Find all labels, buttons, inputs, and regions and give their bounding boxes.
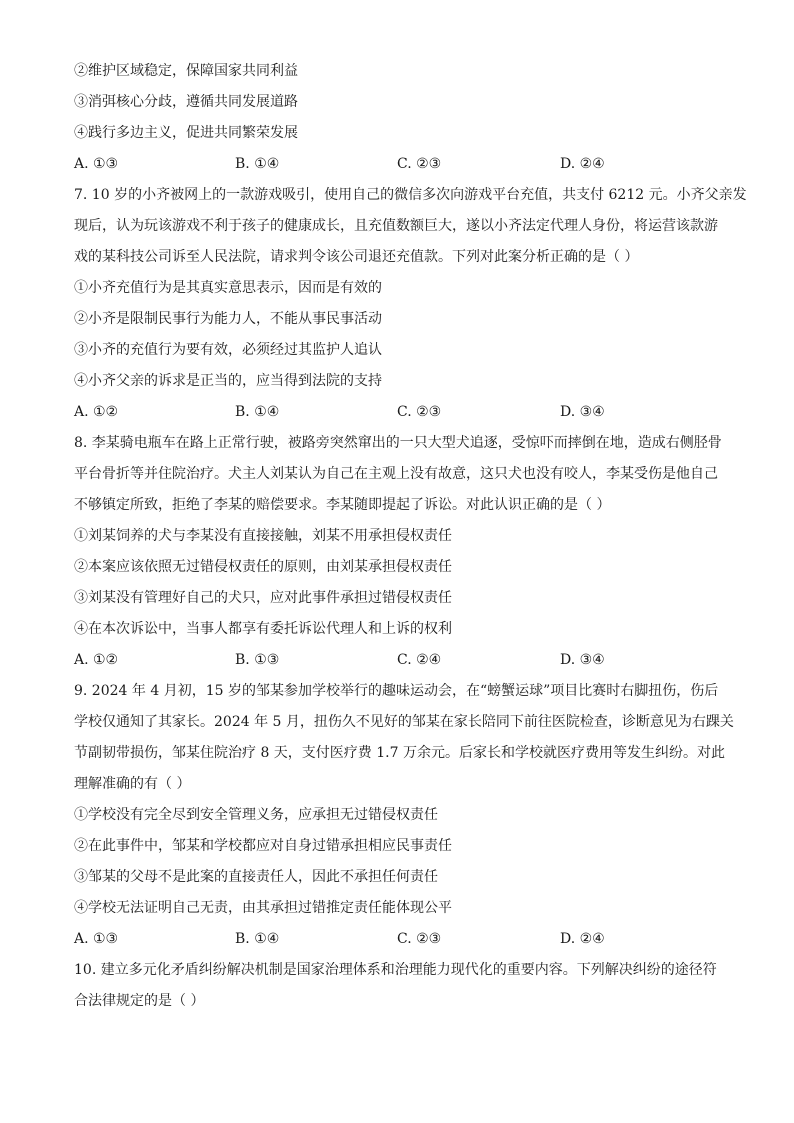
- choice-a: A. ①③: [74, 931, 119, 947]
- question-9: [74, 676, 734, 955]
- question-stem: 节副韧带损伤，邹某住院治疗 8 天，支付医疗费 1.7 万余元。后家长和学校就医疗费用等发生纠纷。对此: [74, 745, 725, 761]
- option-statement: ④践行多边主义，促进共同繁荣发展: [74, 125, 298, 141]
- choice-c: C. ②③: [397, 404, 442, 420]
- answer-choices: [74, 924, 724, 955]
- choice-c: C. ②③: [397, 156, 442, 172]
- choice-b: B. ①④: [235, 404, 280, 420]
- question-10: [74, 955, 724, 1017]
- option-statement: ①小齐充值行为是其真实意思表示，因而是有效的: [74, 280, 382, 296]
- option-statement: ④在本次诉讼中，当事人都享有委托诉讼代理人和上诉的权利: [74, 621, 452, 637]
- option-statement: ④小齐父亲的诉求是正当的，应当得到法院的支持: [74, 373, 382, 389]
- option-statement: ④学校无法证明自己无责，由其承担过错推定责任能体现公平: [74, 900, 452, 916]
- question-stem: 7. 10 岁的小齐被网上的一款游戏吸引，使用自己的微信多次向游戏平台充值，共支付 6212 元。小齐父亲发: [74, 187, 747, 203]
- question-stem: 8. 李某骑电瓶车在路上正常行驶，被路旁突然窜出的一只大型犬追逐，受惊吓而摔倒在地，造成右侧胫骨: [74, 435, 722, 451]
- question-stem: 学校仅通知了其家长。2024 年 5 月，扭伤久不见好的邹某在家长陪同下前往医院检查，诊断意见为右踝关: [74, 714, 734, 730]
- question-stem: 现后，认为玩该游戏不利于孩子的健康成长，且充值数额巨大，遂以小齐法定代理人身份，将运营该款游: [74, 218, 718, 234]
- question-stem: 不够镇定所致，拒绝了李某的赔偿要求。李某随即提起了诉讼。对此认识正确的是（ ）: [74, 497, 611, 513]
- question-stem: 理解准确的有（ ）: [74, 776, 191, 792]
- question-stem: 9. 2024 年 4 月初，15 岁的邹某参加学校举行的趣味运动会，在“螃蟹运球”项目比赛时右脚扭伤，伤后: [74, 683, 719, 699]
- choice-a: A. ①②: [74, 652, 119, 668]
- answer-choices: [74, 397, 724, 428]
- question-stem: 10. 建立多元化矛盾纠纷解决机制是国家治理体系和治理能力现代化的重要内容。下列解决纠纷的途径符: [74, 962, 717, 978]
- option-statement: ③小齐的充值行为要有效，必须经过其监护人追认: [74, 342, 382, 358]
- question-7: [74, 180, 747, 428]
- option-statement: ③刘某没有管理好自己的犬只，应对此事件承担过错侵权责任: [74, 590, 452, 606]
- choice-b: B. ①④: [235, 156, 280, 172]
- choice-b: B. ①④: [235, 931, 280, 947]
- option-statement: ③邹某的父母不是此案的直接责任人，因此不承担任何责任: [74, 869, 438, 885]
- intro-items: [74, 56, 724, 149]
- option-statement: ②维护区域稳定，保障国家共同利益: [74, 63, 298, 79]
- choice-d: D. ②④: [560, 156, 605, 172]
- choice-a: A. ①③: [74, 156, 119, 172]
- question-stem: 合法律规定的是（ ）: [74, 993, 205, 1009]
- question-8: [74, 428, 724, 676]
- question-stem: 平台骨折等并住院治疗。犬主人刘某认为自己在主观上没有故意，这只犬也没有咬人，李某受伤是他自己: [74, 466, 718, 482]
- choice-b: B. ①③: [235, 652, 280, 668]
- option-statement: ③消弭核心分歧，遵循共同发展道路: [74, 94, 298, 110]
- option-statement: ②小齐是限制民事行为能力人，不能从事民事活动: [74, 311, 382, 327]
- choice-d: D. ③④: [560, 404, 605, 420]
- choice-d: D. ③④: [560, 652, 605, 668]
- choice-d: D. ②④: [560, 931, 605, 947]
- choice-a: A. ①②: [74, 404, 119, 420]
- choice-c: C. ②③: [397, 931, 442, 947]
- choice-c: C. ②④: [397, 652, 442, 668]
- answer-choices: [74, 645, 724, 676]
- option-statement: ②在此事件中，邹某和学校都应对自身过错承担相应民事责任: [74, 838, 452, 854]
- option-statement: ①刘某饲养的犬与李某没有直接接触，刘某不用承担侵权责任: [74, 528, 452, 544]
- option-statement: ①学校没有完全尽到安全管理义务，应承担无过错侵权责任: [74, 807, 438, 823]
- question-stem: 戏的某科技公司诉至人民法院，请求判令该公司退还充值款。下列对此案分析正确的是（ ）: [74, 249, 639, 265]
- exam-page: [74, 56, 747, 1017]
- option-statement: ②本案应该依照无过错侵权责任的原则，由刘某承担侵权责任: [74, 559, 452, 575]
- answer-choices: [74, 149, 724, 180]
